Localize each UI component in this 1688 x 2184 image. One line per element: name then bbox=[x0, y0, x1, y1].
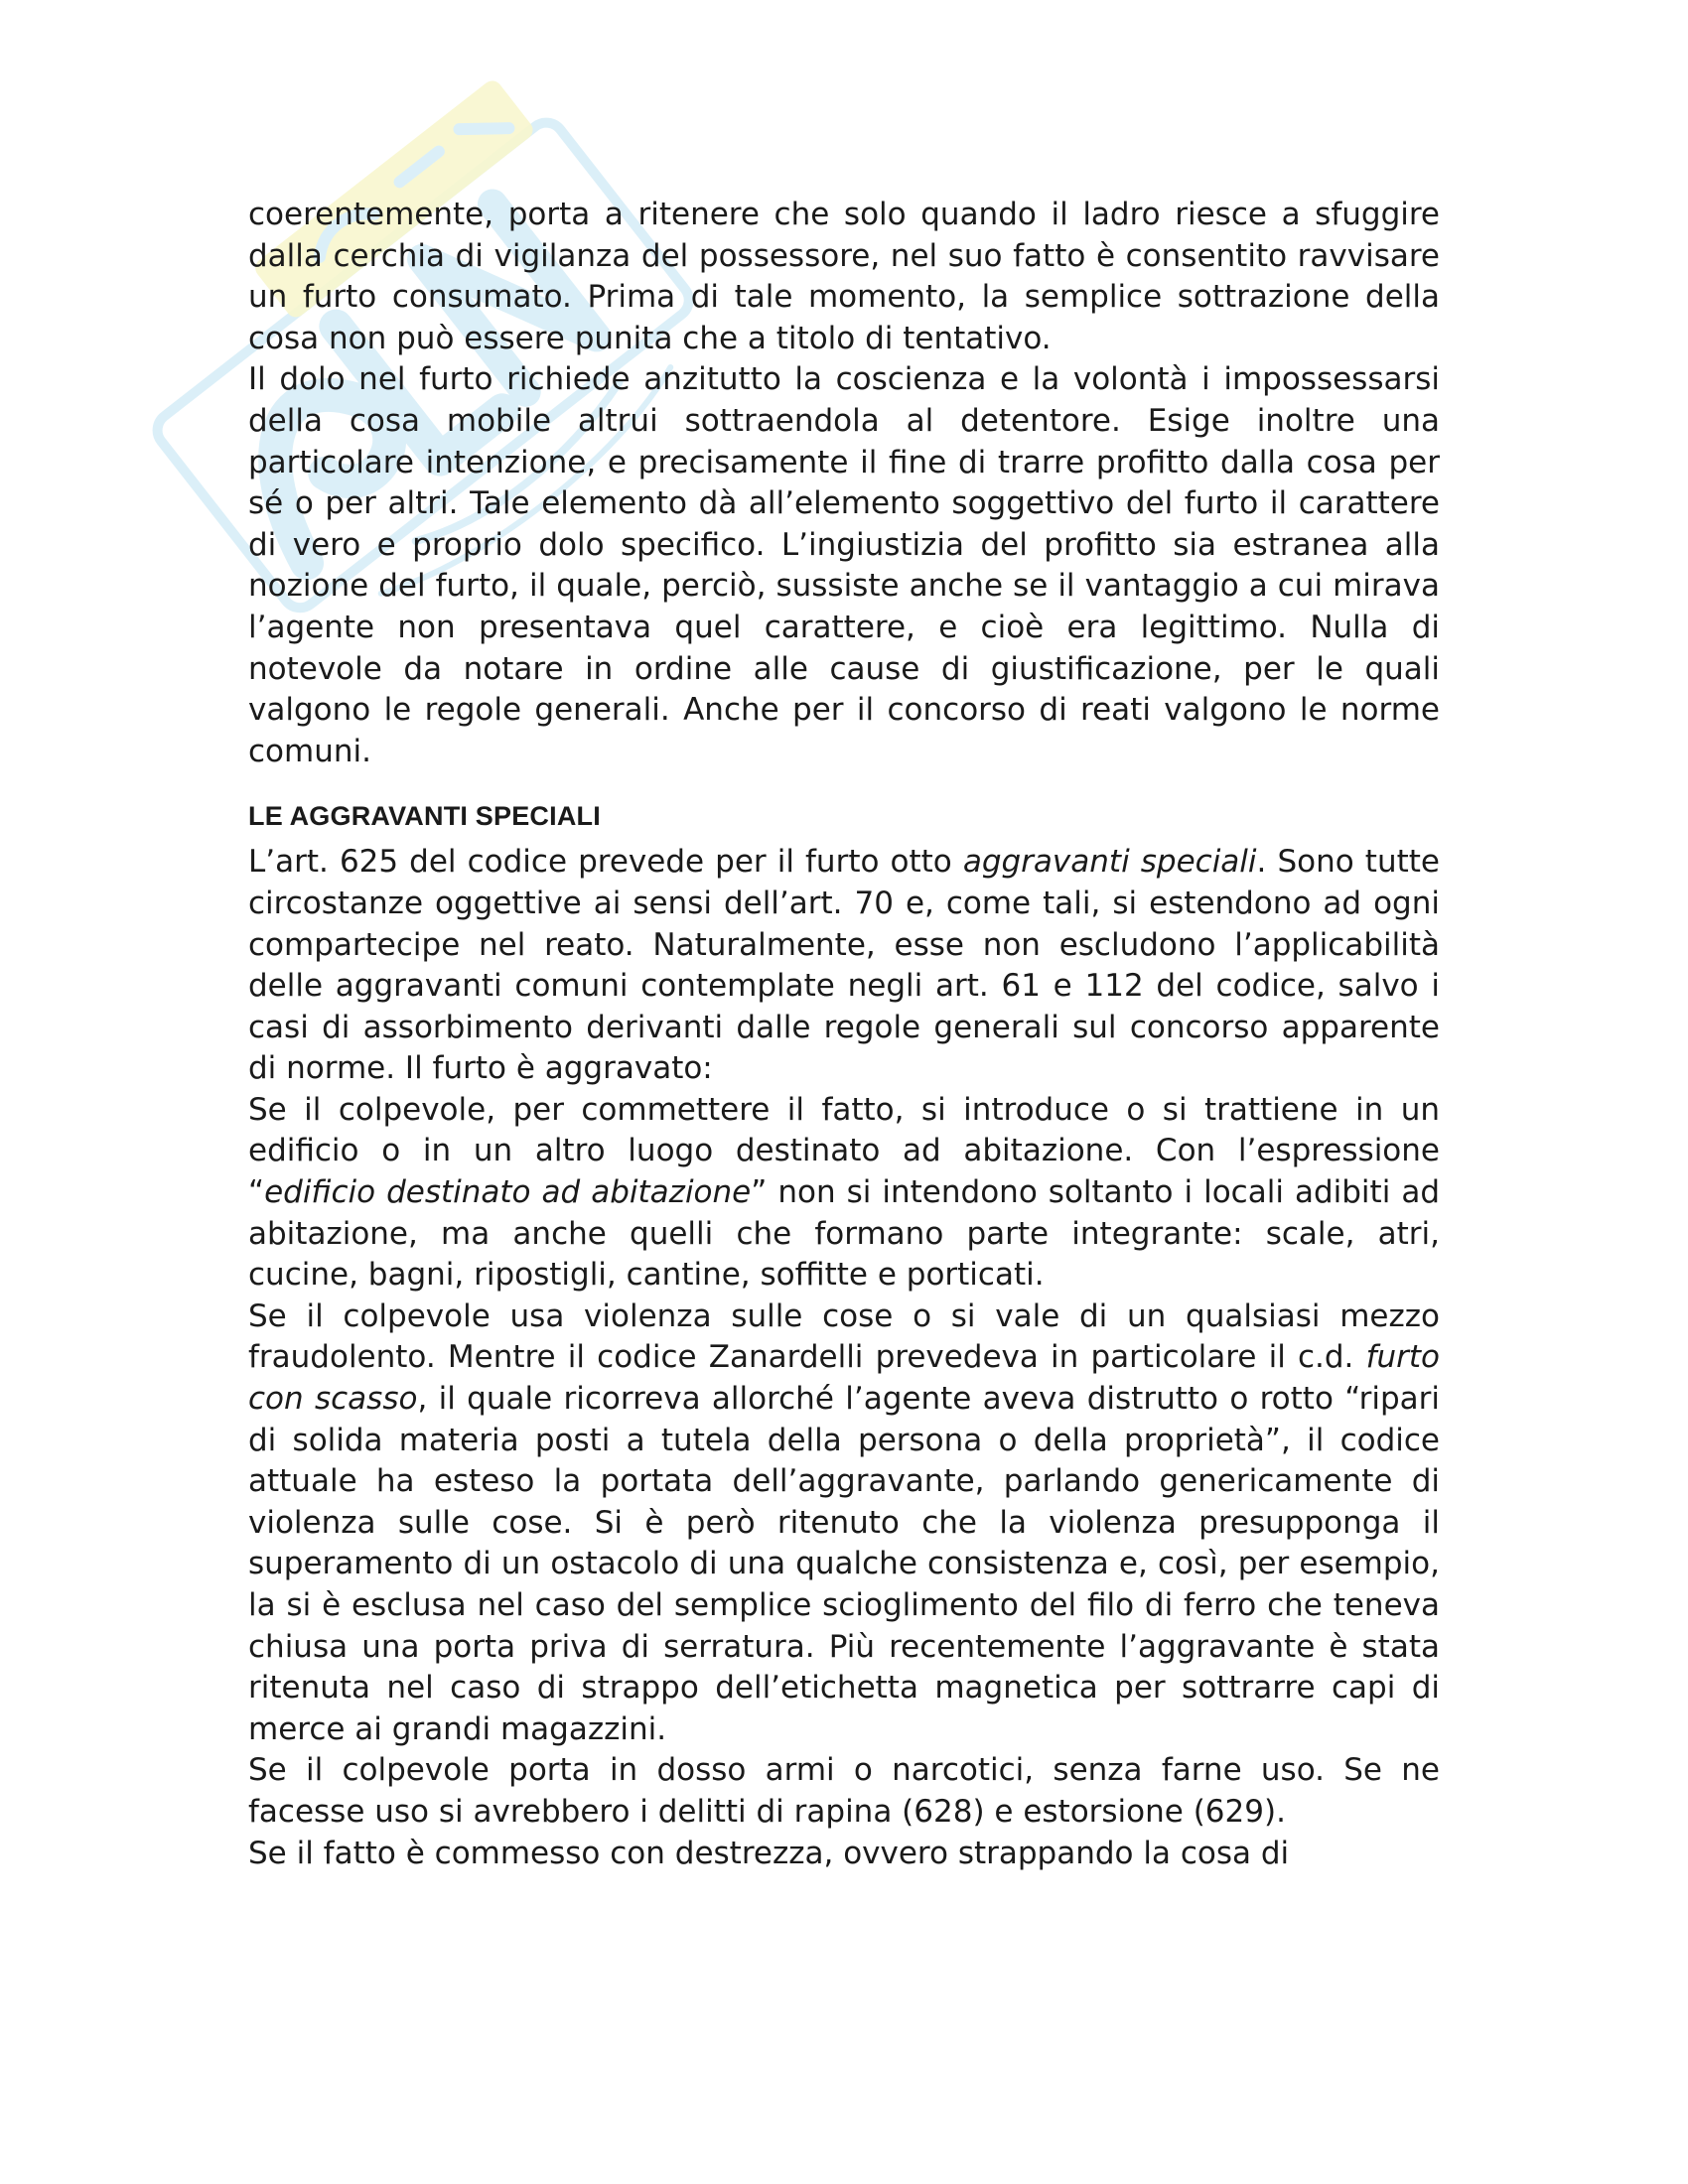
paragraph bbox=[248, 1297, 1440, 1751]
paragraph bbox=[248, 1090, 1440, 1297]
text-run: . Sono tutte circostanze oggettive ai sensi dell’art. 70 e, come tali, si estendono ad ogni compartecipe nel reato. Naturalmente, esse non escludono l’applicabilità delle aggravanti comuni contemplate negli art. 61 e 112 del codice, salvo i casi di assorbimento derivanti dalle regole generali sul concorso apparente di norme. Il furto è aggravato: bbox=[248, 844, 1440, 1087]
paragraph bbox=[248, 842, 1440, 1090]
text-run: ” non si intendono soltanto i locali adibiti ad abitazione, ma anche quelli che formano parte integrante: scale, atri, cucine, bagni, ripostigli, cantine, soffitte e porticati. bbox=[248, 1174, 1440, 1294]
paragraph: Il dolo nel furto richiede anzitutto la coscienza e la volontà i impossessarsi della cosa mobile altrui sottraendola al detentore. Esige inoltre una particolare intenzione, e precisamente il fine di trarre profitto dalla cosa per sé o per altri. Tale elemento dà all’elemento soggettivo del furto il carattere di vero e proprio dolo specifico. L’ingiustizia del profitto sia estranea alla nozione del furto, il quale, perciò, sussiste anche se il vantaggio a cui mirava l’agente non presentava quel carattere, e cioè era legittimo. Nulla di notevole da notare in ordine alle cause di giustificazione, per le quali valgono le regole generali. Anche per il concorso di reati valgono le norme comuni. bbox=[248, 361, 1440, 769]
paragraph: Se il colpevole porta in dosso armi o narcotici, senza farne uso. Se ne facesse uso si avrebbero i delitti di rapina (628) e estorsione (629). bbox=[248, 1752, 1440, 1830]
paragraph: Se il fatto è commesso con destrezza, ovvero strappando la cosa di bbox=[248, 1835, 1290, 1871]
text-run: , il quale ricorreva allorché l’agente aveva distrutto o rotto “ripari di solida materia posti a tutela della persona o della proprietà”, il codice attuale ha esteso la portata dell’aggravante, parlando genericamente di violenza sulle cose. Si è però ritenuto che la violenza presupponga il superamento di un ostacolo di una qualche consistenza e, così, per esempio, la si è esclusa nel caso del semplice scioglimento del filo di ferro che teneva chiusa una porta priva di serratura. Più recentemente l’aggravante è stata ritenuta nel caso di strappo dell’etichetta magnetica per sottrarre capi di merce ai grandi magazzini. bbox=[248, 1381, 1440, 1747]
emphasis: aggravanti speciali bbox=[962, 844, 1257, 881]
text-run: Se il colpevole usa violenza sulle cose o si vale di un qualsiasi mezzo fraudolento. Mentre il codice Zanardelli prevedeva in particolare il c.d. bbox=[248, 1297, 1440, 1376]
document-body bbox=[248, 195, 1440, 1874]
section-heading: LE AGGRAVANTI SPECIALI bbox=[248, 801, 601, 832]
text-run: L’art. 625 del codice prevede per il furto otto bbox=[248, 844, 963, 881]
emphasis: furto con scasso bbox=[248, 1339, 1440, 1418]
paragraph: coerentemente, porta a ritenere che solo quando il ladro riesce a sfuggire dalla cerchia di vigilanza del possessore, nel suo fatto è consentito ravvisare un furto consumato. Prima di tale momento, la semplice sottrazione della cosa non può essere punita che a titolo di tentativo. bbox=[248, 197, 1440, 356]
text-run: Se il colpevole, per commettere il fatto, si introduce o si trattiene in un edificio o in un altro luogo destinato ad abitazione. Con l’espressione “ bbox=[248, 1091, 1440, 1211]
emphasis: edificio destinato ad abitazione bbox=[264, 1174, 752, 1211]
